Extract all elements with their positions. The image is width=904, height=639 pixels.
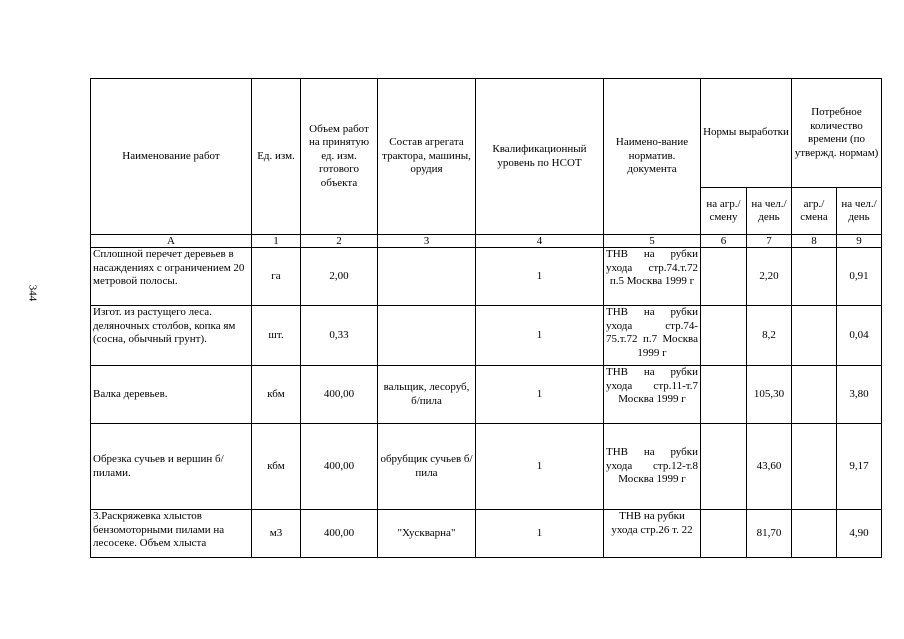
column-number: 6 (701, 235, 747, 248)
column-number: 2 (301, 235, 378, 248)
cell-document: ТНВ на рубки ухода стр.74-75.т.72 п.7 Москва 1999 г (604, 306, 701, 366)
cell-time-man: 0,04 (837, 306, 882, 366)
column-number: 1 (252, 235, 301, 248)
cell-norm-man: 8,2 (747, 306, 792, 366)
column-number: 3 (378, 235, 476, 248)
norms-table (90, 78, 882, 558)
cell-composition: обрубщик сучьев б/пила (378, 424, 476, 510)
cell-unit: м3 (252, 510, 301, 558)
cell-time-man: 4,90 (837, 510, 882, 558)
cell-composition (378, 248, 476, 306)
column-number: А (91, 235, 252, 248)
cell-norm-agr (701, 306, 747, 366)
table-row (91, 366, 882, 424)
cell-unit: кбм (252, 366, 301, 424)
cell-qualification: 1 (476, 306, 604, 366)
column-number: 8 (792, 235, 837, 248)
header-document: Наимено-вание норматив. документа (604, 79, 701, 235)
header-row (91, 79, 882, 188)
cell-time-agr (792, 424, 837, 510)
cell-qualification: 1 (476, 248, 604, 306)
cell-volume: 400,00 (301, 510, 378, 558)
cell-norm-man: 105,30 (747, 366, 792, 424)
header-norm-man: на чел./ день (747, 188, 792, 235)
cell-time-man: 9,17 (837, 424, 882, 510)
cell-time-agr (792, 248, 837, 306)
cell-norm-man: 43,60 (747, 424, 792, 510)
cell-name: Изгот. из растущего леса. деляночных столбов, копка ям (сосна, обычный грунт). (91, 306, 252, 366)
header-volume: Объем работ на принятую ед. изм. готового объекта (301, 79, 378, 235)
cell-volume: 0,33 (301, 306, 378, 366)
cell-qualification: 1 (476, 510, 604, 558)
table-row (91, 510, 882, 558)
table-row (91, 306, 882, 366)
header-norms: Нормы выработки (701, 79, 792, 188)
cell-document: ТНВ на рубки ухода стр.26 т. 22 (604, 510, 701, 558)
header-composition: Состав агрегата трактора, машины, орудия (378, 79, 476, 235)
cell-norm-agr (701, 366, 747, 424)
cell-norm-agr (701, 424, 747, 510)
cell-time-agr (792, 306, 837, 366)
cell-time-agr (792, 366, 837, 424)
cell-unit: га (252, 248, 301, 306)
cell-composition: вальщик, лесоруб, б/пила (378, 366, 476, 424)
header-unit: Ед. изм. (252, 79, 301, 235)
cell-unit: кбм (252, 424, 301, 510)
cell-qualification: 1 (476, 366, 604, 424)
header-name: Наименование работ (91, 79, 252, 235)
cell-norm-man: 81,70 (747, 510, 792, 558)
header-qualification: Квалификационный уровень по НСОТ (476, 79, 604, 235)
cell-name: Обрезка сучьев и вершин б/пилами. (91, 424, 252, 510)
cell-norm-agr (701, 510, 747, 558)
cell-time-man: 0,91 (837, 248, 882, 306)
cell-document: ТНВ на рубки ухода стр.74.т.72 п.5 Москва 1999 г (604, 248, 701, 306)
page-number: 344 (26, 284, 39, 302)
table-row (91, 248, 882, 306)
cell-document: ТНВ на рубки ухода стр.11-т.7 Москва 1999 г (604, 366, 701, 424)
header-time-agr: агр./ смена (792, 188, 837, 235)
cell-composition (378, 306, 476, 366)
cell-time-agr (792, 510, 837, 558)
cell-name: Валка деревьев. (91, 366, 252, 424)
cell-volume: 400,00 (301, 366, 378, 424)
cell-time-man: 3,80 (837, 366, 882, 424)
cell-volume: 2,00 (301, 248, 378, 306)
column-number: 5 (604, 235, 701, 248)
column-number-row (91, 235, 882, 248)
cell-name: Сплошной перечет деревьев в насаждениях с ограничением 20 метровой полосы. (91, 248, 252, 306)
cell-norm-man: 2,20 (747, 248, 792, 306)
cell-name: 3.Раскряжевка хлыстов бензомоторными пилами на лесосеке. Объем хлыста (91, 510, 252, 558)
header-time-man: на чел./ день (837, 188, 882, 235)
cell-document: ТНВ на рубки ухода стр.12-т.8 Москва 1999 г (604, 424, 701, 510)
column-number: 9 (837, 235, 882, 248)
cell-qualification: 1 (476, 424, 604, 510)
cell-norm-agr (701, 248, 747, 306)
column-number: 4 (476, 235, 604, 248)
column-number: 7 (747, 235, 792, 248)
header-norm-agr: на агр./ смену (701, 188, 747, 235)
table-row (91, 424, 882, 510)
cell-unit: шт. (252, 306, 301, 366)
header-time: Потребное количество времени (по утвержд. нормам) (792, 79, 882, 188)
cell-composition: "Хускварна" (378, 510, 476, 558)
cell-volume: 400,00 (301, 424, 378, 510)
